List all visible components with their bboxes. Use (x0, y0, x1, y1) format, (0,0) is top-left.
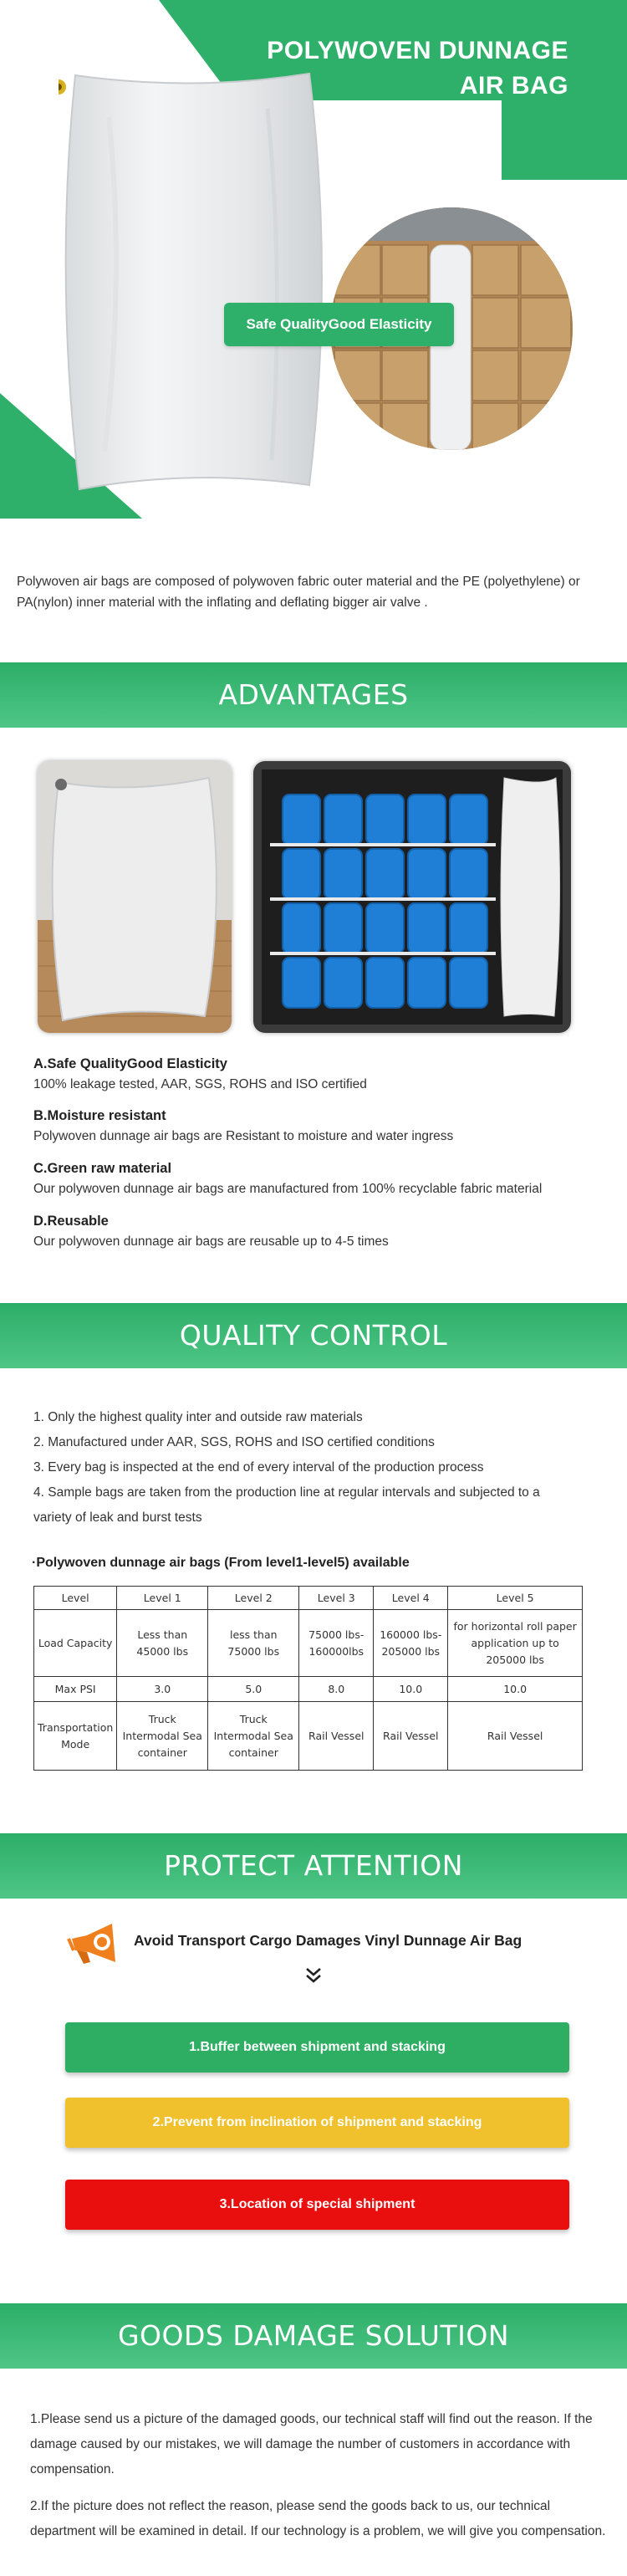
advantage-text-d: Our polywoven dunnage air bags are reusable up to 4-5 times (33, 1234, 389, 1249)
table-cell: Max PSI (34, 1677, 117, 1702)
table-cell: 3.0 (117, 1677, 208, 1702)
table-header-row (34, 1587, 583, 1610)
advantage-text-a: 100% leakage tested, AAR, SGS, ROHS and ISO certified (33, 1077, 367, 1091)
attention-item-inclination: 2.Prevent from inclination of shipment and stacking (65, 2098, 569, 2148)
quality-list-item: 1. Only the highest quality inter and outside raw materials (33, 1410, 363, 1424)
table-cell: Rail Vessel (299, 1702, 374, 1771)
attention-item-special-location: 3.Location of special shipment (65, 2180, 569, 2230)
double-chevron-down-icon (304, 1967, 323, 1984)
quality-list (33, 1405, 577, 1531)
quality-list-item: 3. Every bag is inspected at the end of every interval of the production process (33, 1460, 484, 1475)
levels-table (33, 1586, 583, 1771)
advantage-text-c: Our polywoven dunnage air bags are manufactured from 100% recyclable fabric material (33, 1182, 543, 1196)
attention-item-buffer: 1.Buffer between shipment and stacking (65, 2022, 569, 2073)
air-bag-image (59, 67, 326, 493)
advantage-text-b: Polywoven dunnage air bags are Resistant to moisture and water ingress (33, 1129, 454, 1143)
quality-control-banner: QUALITY CONTROL (0, 1303, 627, 1368)
goods-damage-paragraph-2: 2.If the picture does not reflect the reason, please send the goods back to us, our technical department will be examined in detail. If our technology is a problem, we will give you compensation. (30, 2499, 606, 2538)
hero-title-line1: POLYWOVEN DUNNAGE (267, 37, 568, 64)
table-row (34, 1610, 583, 1677)
quality-list-item: 4. Sample bags are taken from the production line at regular intervals and subjected to a variety of leak and burst tests (33, 1485, 540, 1525)
megaphone-icon (67, 1922, 125, 1965)
table-header-cell: Level 4 (374, 1587, 448, 1610)
table-cell: 5.0 (208, 1677, 299, 1702)
air-bag-photo (38, 761, 232, 1033)
table-cell: Load Capacity (34, 1610, 117, 1677)
hero-section (0, 0, 627, 519)
intro-text: Polywoven air bags are composed of polywoven fabric outer material and the PE (polyethylene) or PA(nylon) inner material with the inflating and deflating bigger air valve . (17, 575, 580, 610)
table-cell: 10.0 (448, 1677, 583, 1702)
container-barrels-photo (253, 761, 571, 1033)
table-cell: for horizontal roll paper application up to 205000 lbs (448, 1610, 583, 1677)
advantage-title-a: A.Safe QualityGood Elasticity (33, 1056, 227, 1071)
table-row (34, 1702, 583, 1771)
table-title: ·Polywoven dunnage air bags (From level1-level5) available (32, 1556, 410, 1570)
hero-title-line2: AIR BAG (459, 72, 568, 100)
goods-damage-paragraph-1: 1.Please send us a picture of the damaged goods, our technical staff will find out the reason. If the damage caused by our mistakes, we will damage the number of customers in accordance with compensation. (30, 2412, 593, 2476)
goods-damage-banner: GOODS DAMAGE SOLUTION (0, 2303, 627, 2369)
quality-pill-label: Safe QualityGood Elasticity (224, 303, 454, 346)
quality-list-item: 2. Manufactured under AAR, SGS, ROHS and ISO certified conditions (33, 1435, 435, 1449)
table-cell: 10.0 (374, 1677, 448, 1702)
table-cell: Truck Intermodal Sea container (208, 1702, 299, 1771)
advantage-title-b: B.Moisture resistant (33, 1108, 166, 1123)
advantage-title-c: C.Green raw material (33, 1161, 172, 1176)
table-header-cell: Level 2 (208, 1587, 299, 1610)
advantage-title-d: D.Reusable (33, 1214, 109, 1229)
table-header-cell: Level (34, 1587, 117, 1610)
table-cell: less than 75000 lbs (208, 1610, 299, 1677)
table-cell: 75000 lbs-160000lbs (299, 1610, 374, 1677)
table-cell: Transportation Mode (34, 1702, 117, 1771)
table-header-cell: Level 3 (299, 1587, 374, 1610)
table-cell: Rail Vessel (448, 1702, 583, 1771)
table-header-cell: Level 5 (448, 1587, 583, 1610)
table-cell: 160000 lbs-205000 lbs (374, 1610, 448, 1677)
table-cell: Less than 45000 lbs (117, 1610, 208, 1677)
table-row (34, 1677, 583, 1702)
table-cell: 8.0 (299, 1677, 374, 1702)
protect-subtitle: Avoid Transport Cargo Damages Vinyl Dunnage Air Bag (134, 1932, 522, 1949)
protect-attention-banner: PROTECT ATTENTION (0, 1833, 627, 1899)
table-cell: Rail Vessel (374, 1702, 448, 1771)
advantages-banner: ADVANTAGES (0, 662, 627, 728)
table-header-cell: Level 1 (117, 1587, 208, 1610)
table-cell: Truck Intermodal Sea container (117, 1702, 208, 1771)
